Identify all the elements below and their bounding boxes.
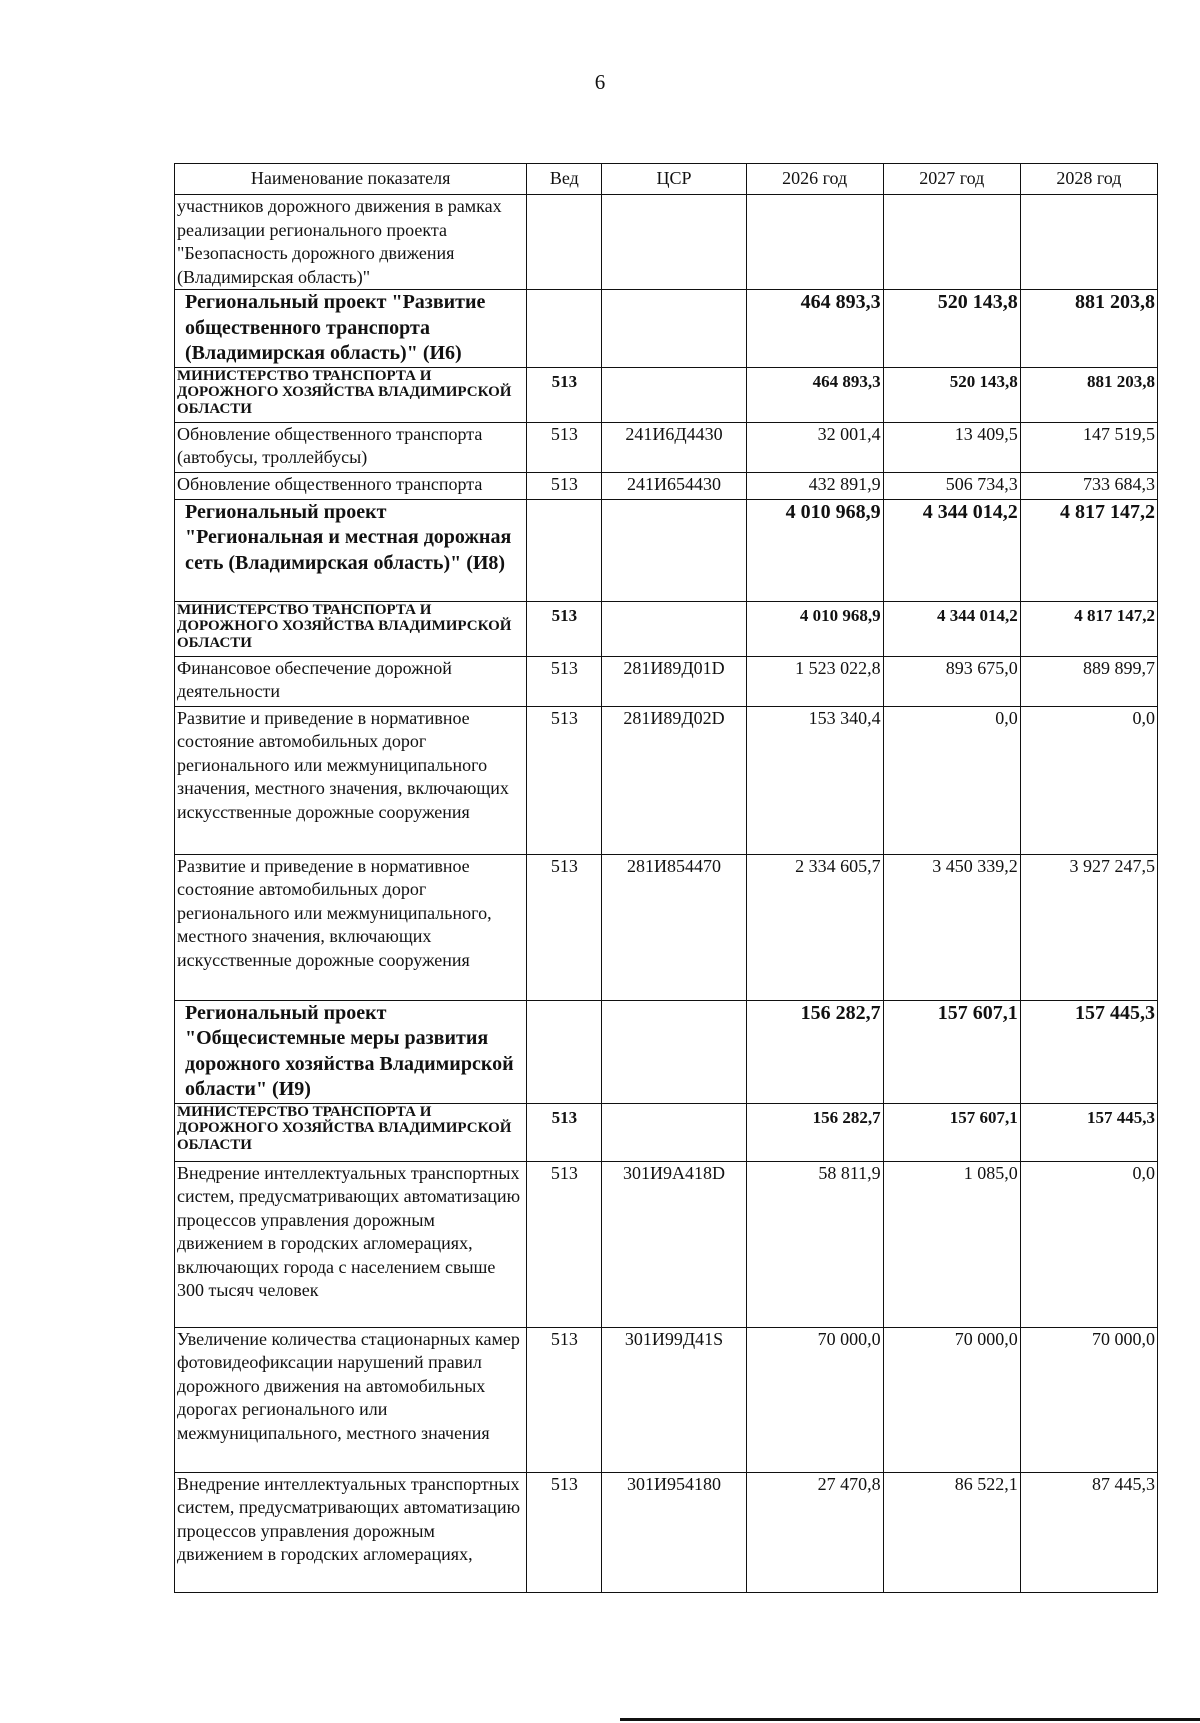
row-2027-cell: 520 143,8 [883,290,1020,368]
row-name-cell: МИНИСТЕРСТВО ТРАНСПОРТА И ДОРОЖНОГО ХОЗЯЙСТВА ВЛАДИМИРСКОЙ ОБЛАСТИ [175,367,527,422]
row-2028-cell: 157 445,3 [1020,1000,1157,1103]
row-name-cell: МИНИСТЕРСТВО ТРАНСПОРТА И ДОРОЖНОГО ХОЗЯЙСТВА ВЛАДИМИРСКОЙ ОБЛАСТИ [175,1103,527,1161]
ministry-row [175,601,1158,656]
row-name-cell: Региональный проект "Региональная и местная дорожная сеть (Владимирская область)" (И8) [175,499,527,601]
row-2026-cell: 1 523 022,8 [746,656,883,706]
row-ved-cell: 513 [527,367,602,422]
header-name: Наименование показателя [175,164,527,195]
row-ved-cell: 513 [527,656,602,706]
row-csr-cell: 281И89Д02D [602,706,746,854]
row-2027-cell: 86 522,1 [883,1472,1020,1592]
row-2026-cell: 4 010 968,9 [746,601,883,656]
row-2028-cell: 147 519,5 [1020,422,1157,472]
table-body [175,195,1158,1593]
row-2026-cell: 70 000,0 [746,1327,883,1472]
row-ved-cell: 513 [527,1327,602,1472]
row-ved-cell [527,1000,602,1103]
row-name-cell: Развитие и приведение в нормативное состояние автомобильных дорог регионального или межмуниципального, местного значения, включающих искусственные дорожные сооружения [175,854,527,1000]
row-ved-cell: 513 [527,472,602,499]
project-row [175,1000,1158,1103]
row-2028-cell: 3 927 247,5 [1020,854,1157,1000]
row-ved-cell: 513 [527,706,602,854]
header-2026: 2026 год [746,164,883,195]
row-2027-cell: 70 000,0 [883,1327,1020,1472]
row-2026-cell: 27 470,8 [746,1472,883,1592]
row-ved-cell [527,499,602,601]
row-2027-cell: 157 607,1 [883,1103,1020,1161]
row-2028-cell: 889 899,7 [1020,656,1157,706]
row-csr-cell: 241И6Д4430 [602,422,746,472]
row-name-cell: Финансовое обеспечение дорожной деятельности [175,656,527,706]
row-name-cell: Региональный проект "Общесистемные меры развития дорожного хозяйства Владимирской области" (И9) [175,1000,527,1103]
page-number: 6 [594,70,606,94]
scan-edge-line [620,1718,1200,1721]
table-row [175,422,1158,472]
row-name-cell: участников дорожного движения в рамках реализации регионального проекта "Безопасность дорожного движения (Владимирская область)" [175,195,527,290]
row-csr-cell [602,1103,746,1161]
row-name-cell: Обновление общественного транспорта (автобусы, троллейбусы) [175,422,527,472]
row-2028-cell: 4 817 147,2 [1020,499,1157,601]
row-csr-cell: 241И654430 [602,472,746,499]
row-ved-cell: 513 [527,1161,602,1327]
project-row [175,499,1158,601]
row-2026-cell: 32 001,4 [746,422,883,472]
row-name-cell: Развитие и приведение в нормативное состояние автомобильных дорог регионального или межмуниципального значения, местного значения, включающих искусственные дорожные сооружения [175,706,527,854]
row-2027-cell: 0,0 [883,706,1020,854]
row-csr-cell [602,195,746,290]
table-row [175,1472,1158,1592]
row-ved-cell: 513 [527,601,602,656]
row-ved-cell: 513 [527,1103,602,1161]
row-csr-cell: 281И854470 [602,854,746,1000]
row-name-cell: Обновление общественного транспорта [175,472,527,499]
row-csr-cell: 301И99Д41S [602,1327,746,1472]
table-row [175,1161,1158,1327]
row-2026-cell: 156 282,7 [746,1000,883,1103]
row-csr-cell: 301И9А418D [602,1161,746,1327]
row-2028-cell: 733 684,3 [1020,472,1157,499]
row-2027-cell: 157 607,1 [883,1000,1020,1103]
row-ved-cell [527,290,602,368]
row-2028-cell: 87 445,3 [1020,1472,1157,1592]
row-2026-cell [746,195,883,290]
row-csr-cell [602,601,746,656]
row-csr-cell: 301И954180 [602,1472,746,1592]
header-ved: Вед [527,164,602,195]
header-2028: 2028 год [1020,164,1157,195]
row-name-cell: Увеличение количества стационарных камер фотовидеофиксации нарушений правил дорожного движения на автомобильных дорогах регионального или межмуниципального, местного значения [175,1327,527,1472]
row-2026-cell: 2 334 605,7 [746,854,883,1000]
row-ved-cell: 513 [527,854,602,1000]
row-2028-cell: 157 445,3 [1020,1103,1157,1161]
row-2026-cell: 153 340,4 [746,706,883,854]
ministry-row [175,1103,1158,1161]
row-2028-cell: 4 817 147,2 [1020,601,1157,656]
row-csr-cell [602,499,746,601]
header-csr: ЦСР [602,164,746,195]
row-2026-cell: 4 010 968,9 [746,499,883,601]
row-csr-cell [602,367,746,422]
row-ved-cell [527,195,602,290]
row-2026-cell: 432 891,9 [746,472,883,499]
row-csr-cell [602,290,746,368]
table-row [175,854,1158,1000]
row-2028-cell: 70 000,0 [1020,1327,1157,1472]
row-name-cell: Внедрение интеллектуальных транспортных систем, предусматривающих автоматизацию процессов управления дорожным движением в городских агломерациях, включающих города с населением свыше 300 тысяч человек [175,1161,527,1327]
row-ved-cell: 513 [527,1472,602,1592]
row-2028-cell: 881 203,8 [1020,367,1157,422]
row-ved-cell: 513 [527,422,602,472]
row-2027-cell: 506 734,3 [883,472,1020,499]
table-header-row [175,164,1158,195]
table-row [175,195,1158,290]
ministry-row [175,367,1158,422]
row-2026-cell: 464 893,3 [746,290,883,368]
table-row [175,1327,1158,1472]
row-2027-cell [883,195,1020,290]
row-name-cell: МИНИСТЕРСТВО ТРАНСПОРТА И ДОРОЖНОГО ХОЗЯЙСТВА ВЛАДИМИРСКОЙ ОБЛАСТИ [175,601,527,656]
row-2026-cell: 464 893,3 [746,367,883,422]
row-2028-cell: 881 203,8 [1020,290,1157,368]
row-2026-cell: 58 811,9 [746,1161,883,1327]
row-2027-cell: 4 344 014,2 [883,499,1020,601]
row-2028-cell: 0,0 [1020,1161,1157,1327]
budget-table [174,163,1158,1593]
row-2027-cell: 893 675,0 [883,656,1020,706]
row-2028-cell: 0,0 [1020,706,1157,854]
row-name-cell: Внедрение интеллектуальных транспортных систем, предусматривающих автоматизацию процессов управления дорожным движением в городских агломерациях, [175,1472,527,1592]
row-2026-cell: 156 282,7 [746,1103,883,1161]
row-name-cell: Региональный проект "Развитие общественного транспорта (Владимирская область)" (И6) [175,290,527,368]
table-row [175,472,1158,499]
row-2028-cell [1020,195,1157,290]
row-2027-cell: 3 450 339,2 [883,854,1020,1000]
row-2027-cell: 1 085,0 [883,1161,1020,1327]
row-csr-cell: 281И89Д01D [602,656,746,706]
table-row [175,656,1158,706]
project-row [175,290,1158,368]
row-2027-cell: 13 409,5 [883,422,1020,472]
row-2027-cell: 520 143,8 [883,367,1020,422]
table-row [175,706,1158,854]
row-2027-cell: 4 344 014,2 [883,601,1020,656]
header-2027: 2027 год [883,164,1020,195]
row-csr-cell [602,1000,746,1103]
